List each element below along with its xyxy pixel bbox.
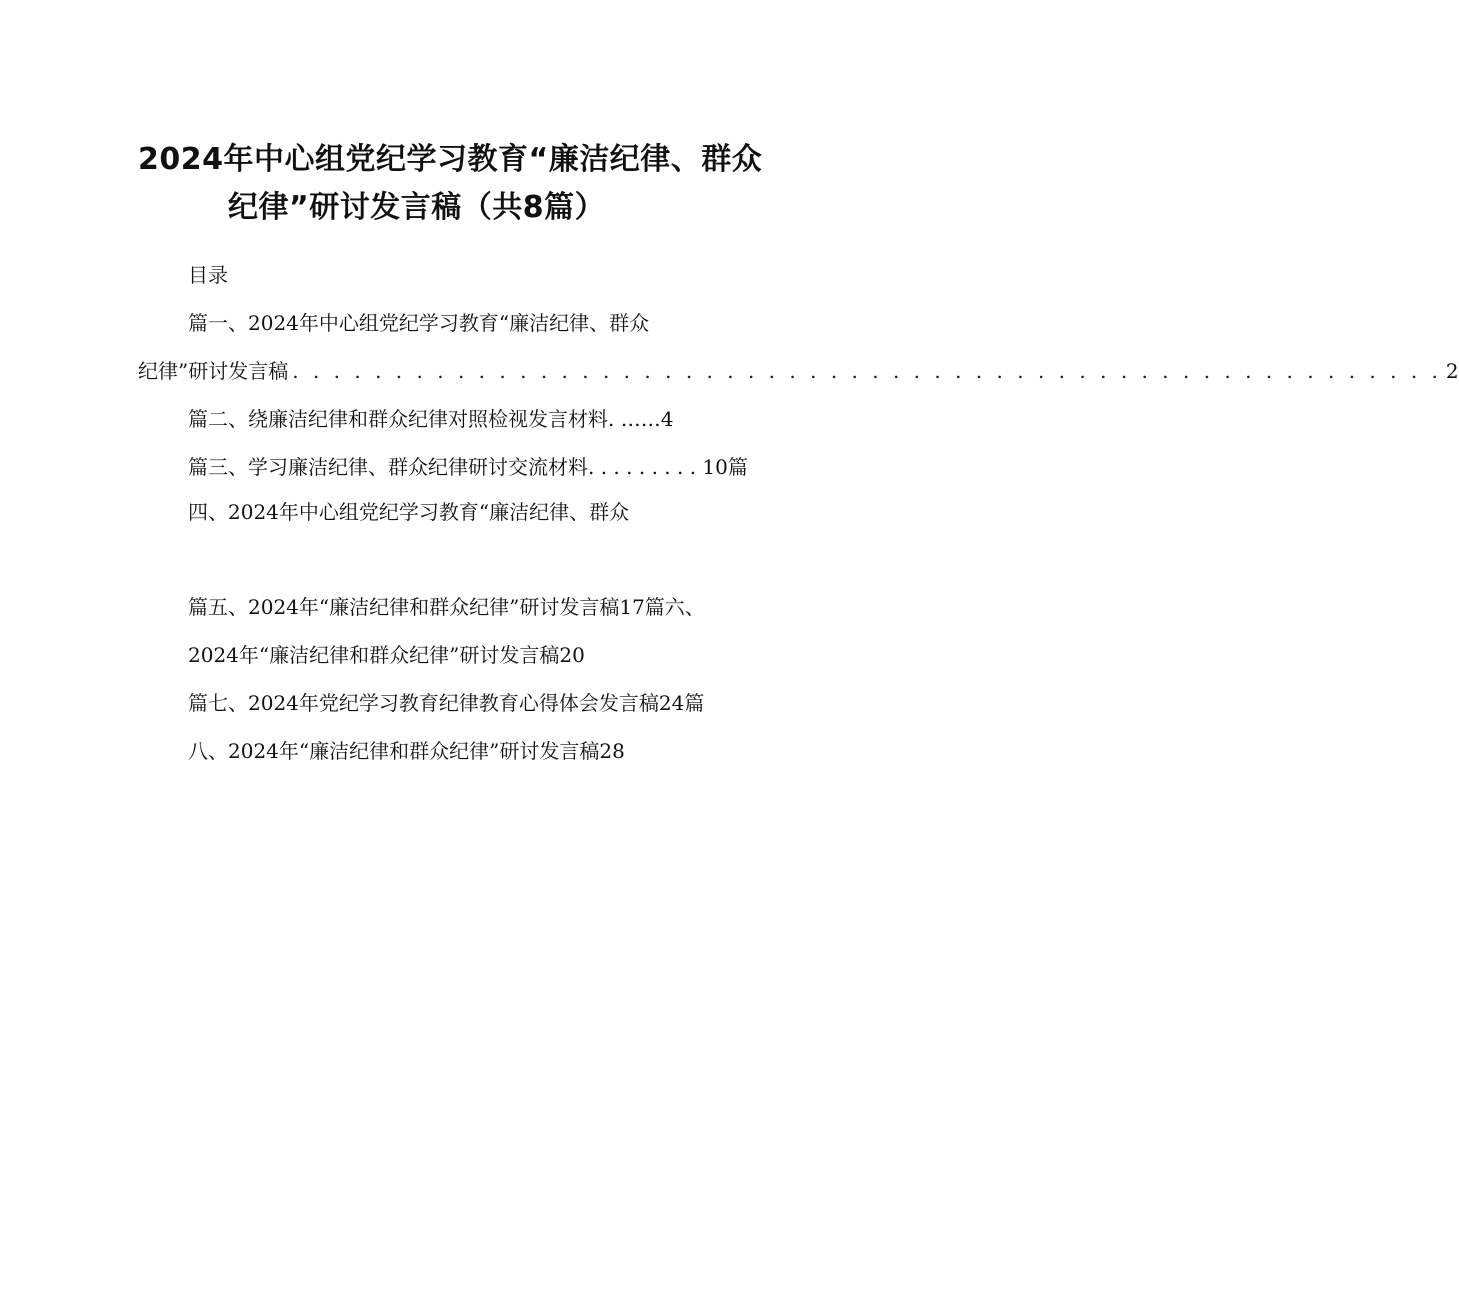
toc-entry-5: 篇五、2024年“廉洁纪律和群众纪律”研讨发言稿17篇六、 xyxy=(188,595,705,619)
toc-entry-1-text: 纪律”研讨发言稿 xyxy=(138,359,289,383)
toc-entry-3: 篇三、学习廉洁纪律、群众纪律研讨交流材料. . . . . . . . . 10篇 xyxy=(188,455,748,479)
toc-entry-1-page: 2 xyxy=(1445,359,1459,383)
document-title-line-1: 2024年中心组党纪学习教育“廉洁纪律、群众 xyxy=(138,142,763,177)
document-title-line-2: 纪律”研讨发言稿（共8篇） xyxy=(228,190,606,225)
toc-entry-6: 2024年“廉洁纪律和群众纪律”研讨发言稿20 xyxy=(188,643,585,667)
toc-entry-8: 八、2024年“廉洁纪律和群众纪律”研讨发言稿28 xyxy=(188,739,625,763)
dot-leader: . . . . . . . . . . . . . . . . . . . . . . . . . . . . . . . . . . . . . . . . . . . . . . . . . . . . . . . . xyxy=(292,359,1442,383)
toc-heading: 目录 xyxy=(188,263,228,287)
toc-entry-1-line-1: 篇一、2024年中心组党纪学习教育“廉洁纪律、群众 xyxy=(188,311,650,335)
toc-entry-2: 篇二、绕廉洁纪律和群众纪律对照检视发言材料. ……4 xyxy=(188,407,674,431)
toc-entry-4: 四、2024年中心组党纪学习教育“廉洁纪律、群众 xyxy=(188,500,630,524)
toc-entry-1-line-2 xyxy=(138,356,1459,386)
toc-entry-7: 篇七、2024年党纪学习教育纪律教育心得体会发言稿24篇 xyxy=(188,691,705,715)
